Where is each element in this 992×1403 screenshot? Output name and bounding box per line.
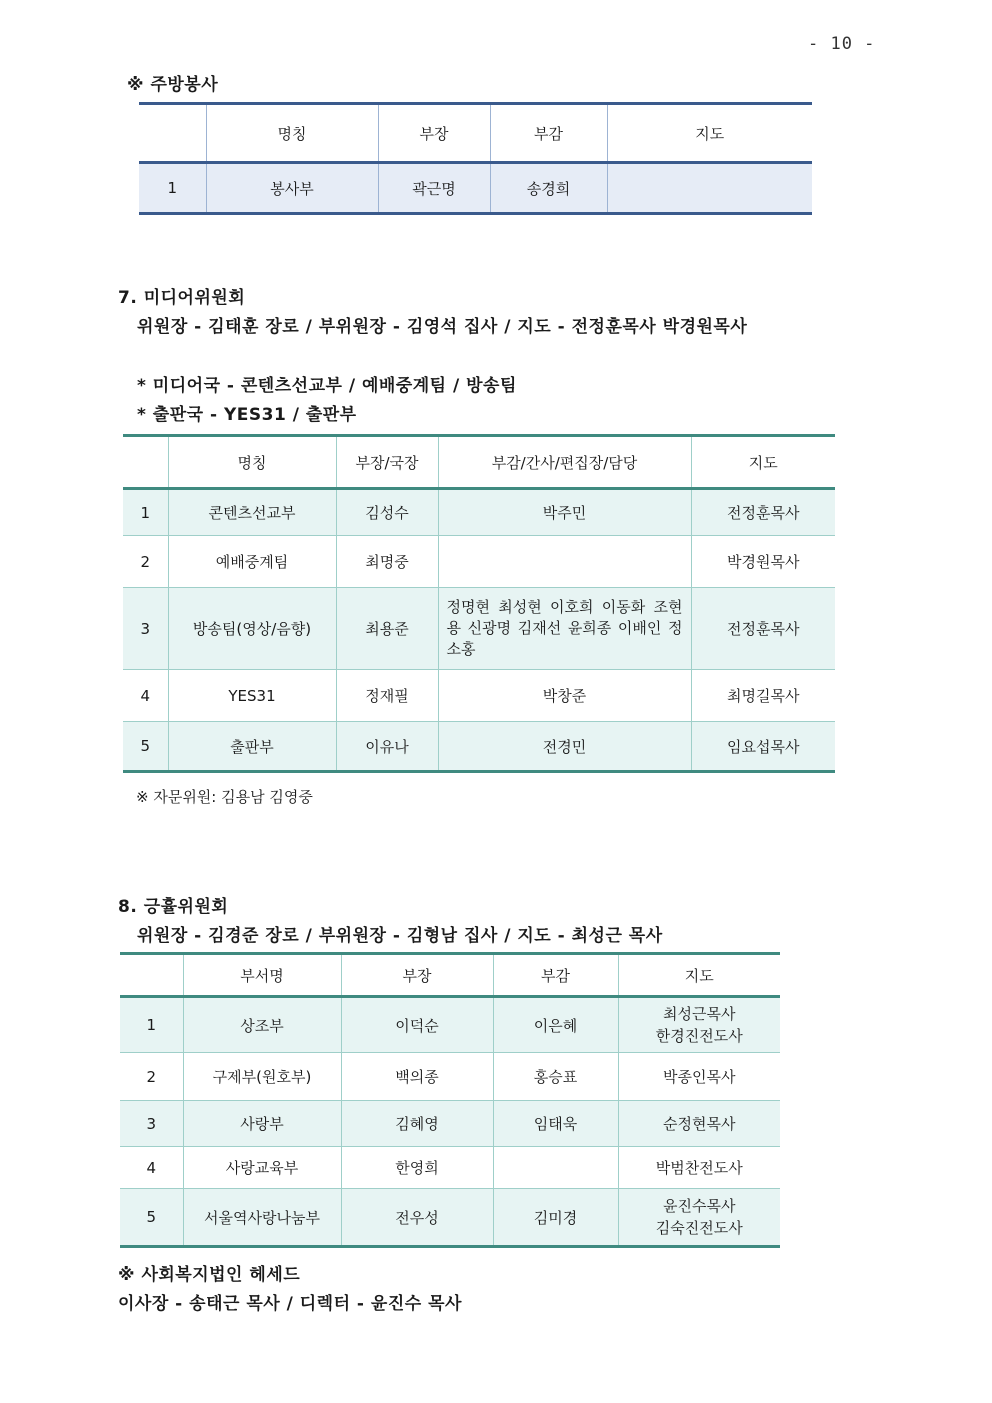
table-cell: 최명길목사 xyxy=(691,670,835,722)
media-title: 7. 미디어위원회 xyxy=(118,288,246,308)
table-row xyxy=(123,722,835,772)
table-row xyxy=(139,163,812,214)
table-header-row xyxy=(123,436,835,489)
kitchen-title: ※ 주방봉사 xyxy=(127,75,219,95)
table-cell: 최용준 xyxy=(336,588,438,670)
table-cell: 3 xyxy=(123,588,168,670)
header-cell: 지도 xyxy=(691,436,835,489)
table-cell: 1 xyxy=(139,163,206,214)
table-cell: 1 xyxy=(120,997,183,1053)
table-cell: 한영희 xyxy=(341,1147,493,1189)
table-cell: 박창준 xyxy=(438,670,691,722)
header-cell xyxy=(123,436,168,489)
table-cell: 전우성 xyxy=(341,1189,493,1247)
table-cell: 3 xyxy=(120,1101,183,1147)
table-cell: 봉사부 xyxy=(206,163,378,214)
table-cell: 서울역사랑나눔부 xyxy=(183,1189,341,1247)
table-cell: 이덕순 xyxy=(341,997,493,1053)
welfare-leaders: 이사장 - 송태근 목사 / 디렉터 - 윤진수 목사 xyxy=(118,1294,462,1314)
table-cell xyxy=(438,536,691,588)
table-cell: 박경원목사 xyxy=(691,536,835,588)
table-cell: 김성수 xyxy=(336,489,438,536)
relief-table xyxy=(120,952,780,1248)
table-cell: 순정현목사 xyxy=(618,1101,780,1147)
header-cell: 부감 xyxy=(490,104,607,163)
relief-leaders: 위원장 - 김경준 장로 / 부위원장 - 김형남 집사 / 지도 - 최성근 목사 xyxy=(137,926,663,946)
header-cell: 명칭 xyxy=(206,104,378,163)
kitchen-table xyxy=(139,102,812,215)
table-cell: 임요섭목사 xyxy=(691,722,835,772)
table-cell: 2 xyxy=(123,536,168,588)
table-cell: 송경희 xyxy=(490,163,607,214)
header-cell: 부감 xyxy=(493,954,618,997)
table-cell: 전정훈목사 xyxy=(691,588,835,670)
table-cell: 김미경 xyxy=(493,1189,618,1247)
table-cell: 홍승표 xyxy=(493,1053,618,1101)
table-cell: YES31 xyxy=(168,670,336,722)
table-cell: 최성근목사 한경진전도사 xyxy=(618,997,780,1053)
table-cell: 전정훈목사 xyxy=(691,489,835,536)
table-cell: 임태욱 xyxy=(493,1101,618,1147)
media-table xyxy=(123,434,835,773)
table-cell: 윤진수목사 김숙진전도사 xyxy=(618,1189,780,1247)
table-cell: 박주민 xyxy=(438,489,691,536)
table-cell: 4 xyxy=(120,1147,183,1189)
table-row xyxy=(120,1053,780,1101)
table-cell: 사랑교육부 xyxy=(183,1147,341,1189)
table-cell: 전경민 xyxy=(438,722,691,772)
table-row xyxy=(120,1189,780,1247)
table-cell: 2 xyxy=(120,1053,183,1101)
table-cell: 5 xyxy=(120,1189,183,1247)
header-cell: 부장 xyxy=(378,104,490,163)
table-cell: 4 xyxy=(123,670,168,722)
header-cell: 부장 xyxy=(341,954,493,997)
table-cell: 5 xyxy=(123,722,168,772)
table-cell: 출판부 xyxy=(168,722,336,772)
table-row xyxy=(123,489,835,536)
header-cell: 지도 xyxy=(618,954,780,997)
header-cell xyxy=(139,104,206,163)
table-cell: 박범찬전도사 xyxy=(618,1147,780,1189)
table-cell: 백의종 xyxy=(341,1053,493,1101)
table-cell: 1 xyxy=(123,489,168,536)
table-row xyxy=(123,588,835,670)
table-row xyxy=(120,1147,780,1189)
welfare-title: ※ 사회복지법인 헤세드 xyxy=(118,1265,301,1285)
table-cell: 곽근명 xyxy=(378,163,490,214)
table-row xyxy=(120,1101,780,1147)
table-cell: 상조부 xyxy=(183,997,341,1053)
table-row xyxy=(123,670,835,722)
relief-title: 8. 긍휼위원회 xyxy=(118,897,229,917)
table-row xyxy=(123,536,835,588)
header-cell: 부장/국장 xyxy=(336,436,438,489)
table-cell: 이유나 xyxy=(336,722,438,772)
table-cell: 이은혜 xyxy=(493,997,618,1053)
table-cell: 콘텐츠선교부 xyxy=(168,489,336,536)
header-cell: 지도 xyxy=(607,104,812,163)
table-cell: 사랑부 xyxy=(183,1101,341,1147)
media-bullet-1: * 미디어국 - 콘텐츠선교부 / 예배중계팀 / 방송팀 xyxy=(137,376,517,396)
advisor-note: ※ 자문위원: 김용남 김영중 xyxy=(136,788,313,806)
table-cell: 최명중 xyxy=(336,536,438,588)
table-cell xyxy=(493,1147,618,1189)
header-cell: 부감/간사/편집장/담당 xyxy=(438,436,691,489)
page-number: - 10 - xyxy=(808,34,876,54)
header-cell: 명칭 xyxy=(168,436,336,489)
table-cell-members: 정명현 최성현 이호희 이동화 조현용 신광명 김재선 윤희종 이배인 정소홍 xyxy=(438,588,691,670)
table-header-row xyxy=(120,954,780,997)
table-row xyxy=(120,997,780,1053)
media-bullet-2: * 출판국 - YES31 / 출판부 xyxy=(137,405,357,425)
table-cell xyxy=(607,163,812,214)
table-cell: 구제부(원호부) xyxy=(183,1053,341,1101)
table-header-row xyxy=(139,104,812,163)
table-cell: 정재필 xyxy=(336,670,438,722)
table-cell: 예배중계팀 xyxy=(168,536,336,588)
table-cell: 방송팀(영상/음향) xyxy=(168,588,336,670)
media-leaders: 위원장 - 김태훈 장로 / 부위원장 - 김영석 집사 / 지도 - 전정훈목사 박경원목사 xyxy=(137,317,748,337)
table-cell: 김혜영 xyxy=(341,1101,493,1147)
table-cell: 박종인목사 xyxy=(618,1053,780,1101)
header-cell xyxy=(120,954,183,997)
header-cell: 부서명 xyxy=(183,954,341,997)
